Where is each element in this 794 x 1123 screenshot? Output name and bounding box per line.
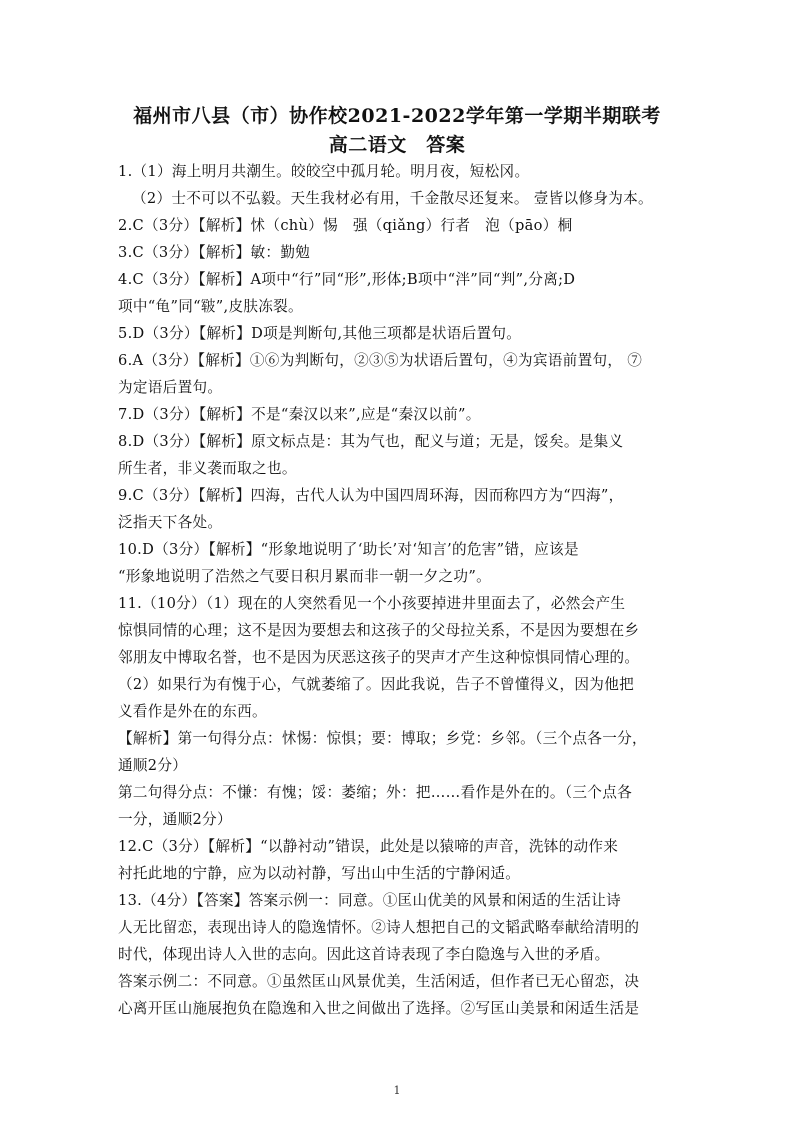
text-line: 为定语后置句。 [118,379,223,396]
text-line: 泛指天下各处。 [118,514,223,531]
text-line: 心离开匡山施展抱负在隐逸和入世之间做出了选择。②写匡山美景和闲适生活是 [118,1000,640,1017]
text-line: 答案示例二：不同意。①虽然匡山风景优美，生活闲适，但作者已无心留恋，决 [118,973,640,990]
text-line: 4.C（3分）【解析】A项中“行”同“形”,形体;B项中“泮”同“判”,分离;D [118,271,576,288]
text-line: 【解析】第一句得分点：怵惕：惊惧；要：博取；乡党：乡邻。（三个点各一分， [118,730,647,747]
text-line: 衬托此地的宁静，应为以动衬静，写出山中生活的宁静闲适。 [118,865,521,882]
text-line: 2.C（3分）【解析】怵（chù）惕 强（qiǎng）行者 泡（pāo）桐 [118,217,573,234]
text-line: 一分，通顺2分） [118,811,232,828]
document-subtitle: 高二语文 答案 [328,134,466,156]
text-line: （2）士不可以不弘毅。天生我材必有用，千金散尽还复来。 壹皆以修身为本。 [132,190,653,207]
text-line: 12.C（3分）【解析】“以静衬动”错误，此处是以猿啼的声音，洗钵的动作来 [118,838,619,855]
text-line: 9.C（3分）【解析】四海，古代人认为中国四周环海，因而称四方为“四海”， [118,487,624,504]
text-line: 惊惧同情的心理；这不是因为要想去和这孩子的父母拉关系，不是因为要想在乡 [118,622,640,639]
text-line: 1.（1）海上明月共潮生。皎皎空中孤月轮。明月夜，短松冈。 [118,163,530,180]
text-line: 邻朋友中博取名誉，也不是因为厌恶这孩子的哭声才产生这种惊惧同情心理的。 [118,649,640,666]
text-line: 通顺2分） [118,757,188,774]
text-line: 5.D（3分）【解析】D项是判断句,其他三项都是状语后置句。 [118,325,522,342]
text-line: （2）如果行为有愧于心，气就萎缩了。因此我说，告子不曾懂得义，因为他把 [118,676,634,693]
text-line: 义看作是外在的东西。 [118,703,267,720]
text-line: 时代，体现出诗人入世的志向。因此这首诗表现了李白隐逸与入世的矛盾。 [118,946,610,963]
text-line: 7.D（3分）【解析】不是“秦汉以来”,应是“秦汉以前”。 [118,406,481,423]
page-number: 1 [393,1084,401,1097]
answer-body [118,158,678,1022]
text-line: 11.（10分）（1）现在的人突然看见一个小孩要掉进井里面去了，必然会产生 [118,595,626,612]
document-title: 福州市八县（市）协作校2021-2022学年第一学期半期联考 [133,105,661,127]
text-line: 8.D（3分）【解析】原文标点是：其为气也，配义与道；无是，馁矣。是集义 [118,433,624,450]
text-line: 所生者，非义袭而取之也。 [118,460,297,477]
text-line: 第二句得分点：不慊：有愧；馁：萎缩；外：把……看作是外在的。（三个点各 [118,784,632,801]
text-line: 13.（4分）【答案】答案示例一：同意。①匡山优美的风景和闲适的生活让诗 [118,892,621,909]
text-line: 6.A（3分）【解析】①⑥为判断句，②③⑤为状语后置句，④为宾语前置句， ⑦ [118,352,643,369]
text-line: 项中“龟”同“皲”,皮肤冻裂。 [118,298,303,315]
text-line: 3.C（3分）【解析】敏：勤勉 [118,244,311,261]
text-line: “形象地说明了浩然之气要日积月累而非一朝一夕之功”。 [118,568,491,585]
text-line: 10.D（3分）【解析】“形象地说明了‘助长’对‘知言’的危害”错，应该是 [118,541,579,558]
text-line: 人无比留恋，表现出诗人的隐逸情怀。②诗人想把自己的文韬武略奉献给清明的 [118,919,640,936]
